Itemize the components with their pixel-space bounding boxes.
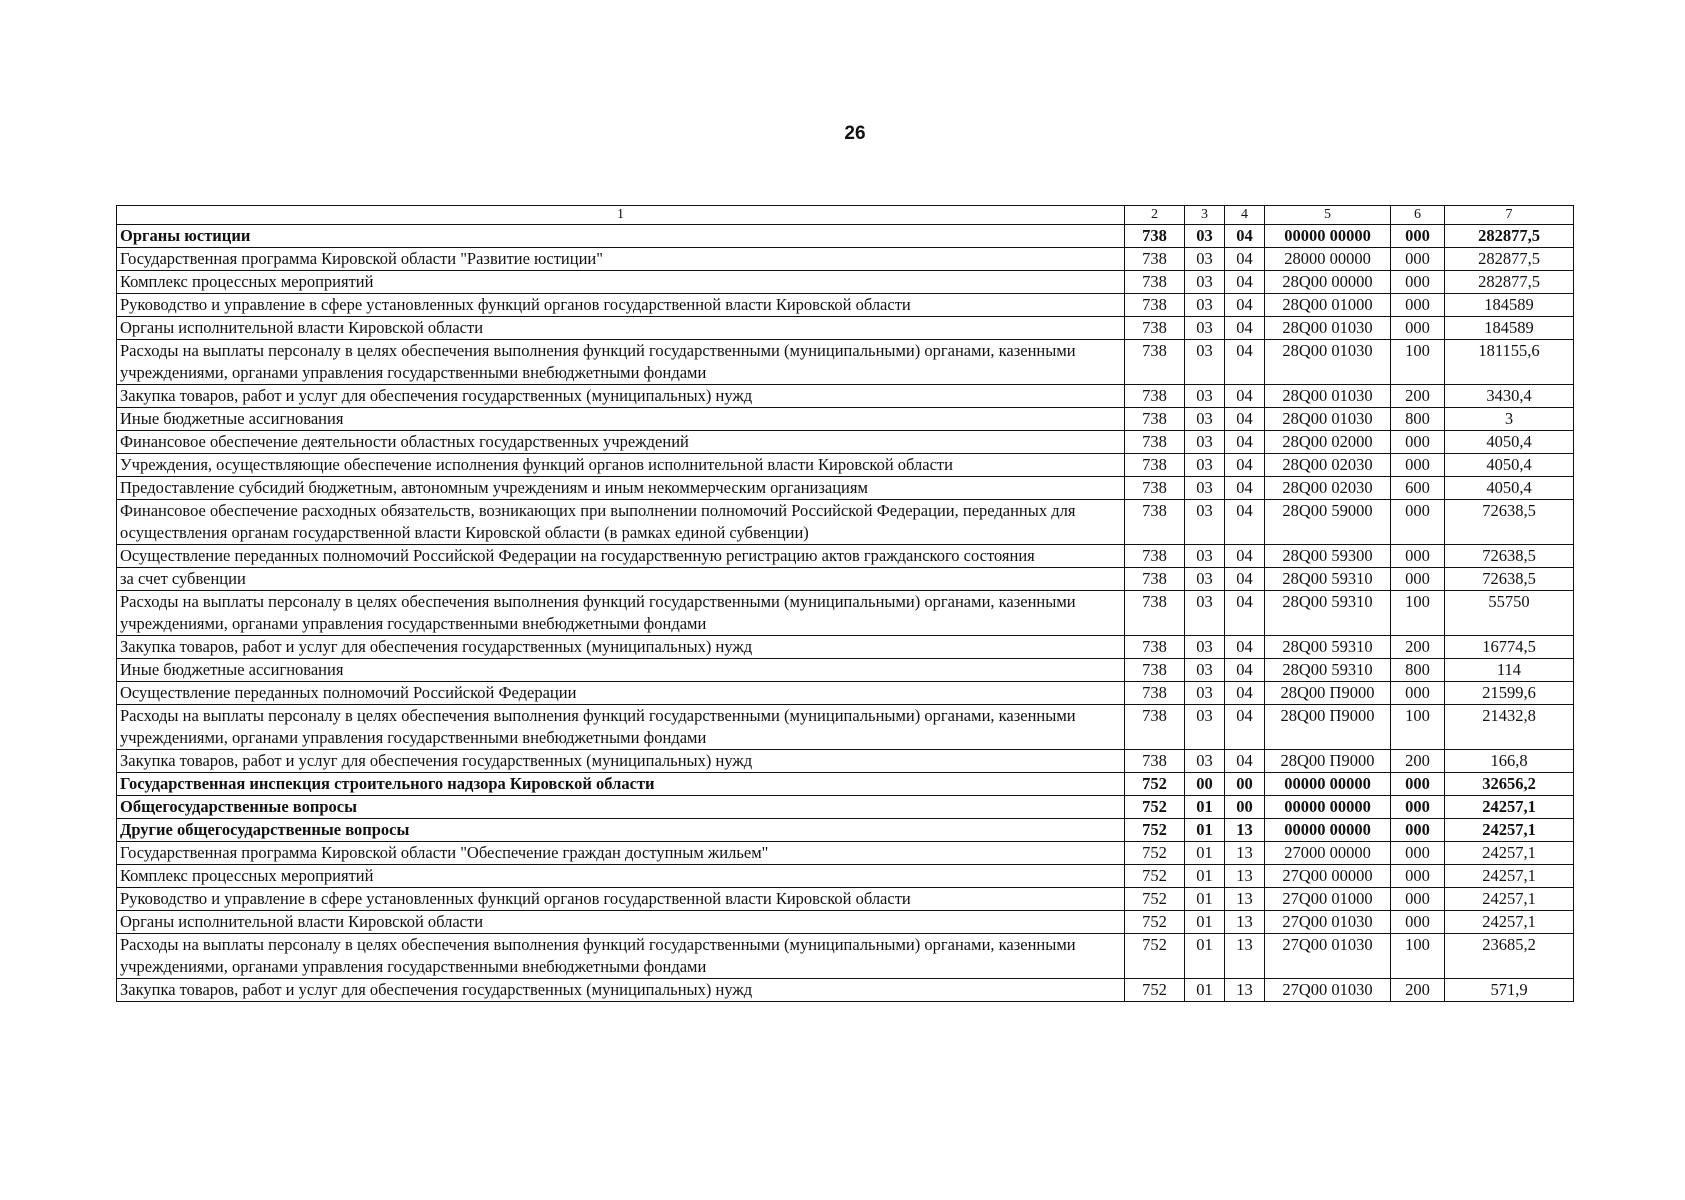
row-subsection: 04 xyxy=(1225,636,1265,659)
row-target: 28Q00 59310 xyxy=(1265,568,1391,591)
row-name: Закупка товаров, работ и услуг для обеспечения государственных (муниципальных) нужд xyxy=(117,750,1125,773)
row-section: 01 xyxy=(1185,979,1225,1002)
row-code: 738 xyxy=(1125,568,1185,591)
row-expense-type: 800 xyxy=(1391,408,1445,431)
row-subsection: 00 xyxy=(1225,796,1265,819)
row-subsection: 13 xyxy=(1225,842,1265,865)
row-amount: 184589 xyxy=(1445,317,1574,340)
row-amount: 166,8 xyxy=(1445,750,1574,773)
table-row xyxy=(117,842,1574,865)
header-cell: 7 xyxy=(1445,206,1574,225)
row-amount: 114 xyxy=(1445,659,1574,682)
table-row xyxy=(117,248,1574,271)
row-section: 03 xyxy=(1185,317,1225,340)
row-amount: 282877,5 xyxy=(1445,248,1574,271)
row-section: 01 xyxy=(1185,911,1225,934)
row-section: 03 xyxy=(1185,545,1225,568)
table-row xyxy=(117,317,1574,340)
row-target: 27Q00 01030 xyxy=(1265,979,1391,1002)
row-section: 01 xyxy=(1185,842,1225,865)
row-amount: 24257,1 xyxy=(1445,865,1574,888)
row-amount: 72638,5 xyxy=(1445,568,1574,591)
row-section: 03 xyxy=(1185,225,1225,248)
row-section: 01 xyxy=(1185,934,1225,979)
row-name: Расходы на выплаты персоналу в целях обеспечения выполнения функций государственными (муниципальными) органами, казенными учреждениями, органами управления государственными внебюджетными фондами xyxy=(117,340,1125,385)
row-target: 28Q00 00000 xyxy=(1265,271,1391,294)
row-expense-type: 000 xyxy=(1391,294,1445,317)
row-name: Руководство и управление в сфере установленных функций органов государственной власти Кировской области xyxy=(117,888,1125,911)
row-subsection: 04 xyxy=(1225,659,1265,682)
row-name: Финансовое обеспечение расходных обязательств, возникающих при выполнении полномочий Российской Федерации, переданных для осуществления органам государственной власти Кировской области (в рамках единой субвенции) xyxy=(117,500,1125,545)
row-code: 738 xyxy=(1125,271,1185,294)
table-row xyxy=(117,819,1574,842)
row-expense-type: 100 xyxy=(1391,340,1445,385)
row-amount: 181155,6 xyxy=(1445,340,1574,385)
table-row xyxy=(117,888,1574,911)
row-subsection: 04 xyxy=(1225,408,1265,431)
row-subsection: 13 xyxy=(1225,934,1265,979)
row-code: 738 xyxy=(1125,636,1185,659)
table-row xyxy=(117,682,1574,705)
header-cell: 3 xyxy=(1185,206,1225,225)
row-subsection: 13 xyxy=(1225,979,1265,1002)
row-section: 03 xyxy=(1185,248,1225,271)
row-name: Государственная программа Кировской области "Обеспечение граждан доступным жильем" xyxy=(117,842,1125,865)
row-expense-type: 100 xyxy=(1391,591,1445,636)
row-code: 738 xyxy=(1125,317,1185,340)
row-expense-type: 000 xyxy=(1391,500,1445,545)
row-subsection: 04 xyxy=(1225,294,1265,317)
row-section: 03 xyxy=(1185,591,1225,636)
row-expense-type: 200 xyxy=(1391,636,1445,659)
row-name: Органы исполнительной власти Кировской области xyxy=(117,911,1125,934)
row-section: 03 xyxy=(1185,705,1225,750)
row-target: 28Q00 П9000 xyxy=(1265,750,1391,773)
row-amount: 21432,8 xyxy=(1445,705,1574,750)
row-section: 01 xyxy=(1185,819,1225,842)
row-target: 28Q00 01030 xyxy=(1265,408,1391,431)
row-code: 738 xyxy=(1125,659,1185,682)
row-section: 03 xyxy=(1185,271,1225,294)
row-name: Предоставление субсидий бюджетным, автономным учреждениям и иным некоммерческим организациям xyxy=(117,477,1125,500)
row-name: Осуществление переданных полномочий Российской Федерации xyxy=(117,682,1125,705)
row-amount: 24257,1 xyxy=(1445,911,1574,934)
row-expense-type: 000 xyxy=(1391,796,1445,819)
row-code: 738 xyxy=(1125,682,1185,705)
row-target: 28Q00 01030 xyxy=(1265,317,1391,340)
row-section: 03 xyxy=(1185,682,1225,705)
table-row xyxy=(117,225,1574,248)
table-row xyxy=(117,294,1574,317)
row-target: 28Q00 02030 xyxy=(1265,454,1391,477)
row-code: 738 xyxy=(1125,340,1185,385)
table-row xyxy=(117,545,1574,568)
row-code: 752 xyxy=(1125,773,1185,796)
row-subsection: 04 xyxy=(1225,340,1265,385)
row-amount: 16774,5 xyxy=(1445,636,1574,659)
row-subsection: 13 xyxy=(1225,865,1265,888)
row-target: 28Q00 П9000 xyxy=(1265,682,1391,705)
row-amount: 4050,4 xyxy=(1445,477,1574,500)
table-row xyxy=(117,340,1574,385)
row-name: Закупка товаров, работ и услуг для обеспечения государственных (муниципальных) нужд xyxy=(117,636,1125,659)
row-code: 752 xyxy=(1125,796,1185,819)
row-amount: 24257,1 xyxy=(1445,819,1574,842)
row-name: Финансовое обеспечение деятельности областных государственных учреждений xyxy=(117,431,1125,454)
row-target: 27000 00000 xyxy=(1265,842,1391,865)
row-name: за счет субвенции xyxy=(117,568,1125,591)
row-amount: 184589 xyxy=(1445,294,1574,317)
row-subsection: 13 xyxy=(1225,819,1265,842)
header-cell: 2 xyxy=(1125,206,1185,225)
table-row xyxy=(117,454,1574,477)
row-expense-type: 000 xyxy=(1391,545,1445,568)
row-name: Закупка товаров, работ и услуг для обеспечения государственных (муниципальных) нужд xyxy=(117,979,1125,1002)
row-name: Иные бюджетные ассигнования xyxy=(117,408,1125,431)
row-code: 752 xyxy=(1125,888,1185,911)
row-code: 738 xyxy=(1125,750,1185,773)
row-name: Государственная программа Кировской области "Развитие юстиции" xyxy=(117,248,1125,271)
row-amount: 72638,5 xyxy=(1445,500,1574,545)
row-section: 03 xyxy=(1185,750,1225,773)
row-amount: 282877,5 xyxy=(1445,225,1574,248)
row-code: 752 xyxy=(1125,819,1185,842)
row-amount: 24257,1 xyxy=(1445,796,1574,819)
row-target: 27Q00 00000 xyxy=(1265,865,1391,888)
row-section: 03 xyxy=(1185,568,1225,591)
row-amount: 55750 xyxy=(1445,591,1574,636)
row-expense-type: 000 xyxy=(1391,911,1445,934)
table-row xyxy=(117,500,1574,545)
row-target: 28Q00 01030 xyxy=(1265,340,1391,385)
table-row xyxy=(117,979,1574,1002)
row-name: Органы юстиции xyxy=(117,225,1125,248)
row-code: 738 xyxy=(1125,705,1185,750)
row-expense-type: 000 xyxy=(1391,682,1445,705)
row-subsection: 04 xyxy=(1225,500,1265,545)
row-section: 03 xyxy=(1185,454,1225,477)
row-subsection: 04 xyxy=(1225,431,1265,454)
row-expense-type: 000 xyxy=(1391,271,1445,294)
row-section: 03 xyxy=(1185,431,1225,454)
table-row xyxy=(117,431,1574,454)
row-expense-type: 000 xyxy=(1391,317,1445,340)
table-row xyxy=(117,568,1574,591)
row-subsection: 04 xyxy=(1225,477,1265,500)
row-expense-type: 000 xyxy=(1391,888,1445,911)
row-target: 00000 00000 xyxy=(1265,819,1391,842)
row-amount: 21599,6 xyxy=(1445,682,1574,705)
row-section: 03 xyxy=(1185,385,1225,408)
row-subsection: 04 xyxy=(1225,225,1265,248)
table-row xyxy=(117,911,1574,934)
row-expense-type: 000 xyxy=(1391,842,1445,865)
row-code: 738 xyxy=(1125,477,1185,500)
header-cell: 6 xyxy=(1391,206,1445,225)
row-expense-type: 100 xyxy=(1391,934,1445,979)
row-amount: 24257,1 xyxy=(1445,842,1574,865)
row-amount: 72638,5 xyxy=(1445,545,1574,568)
table-row xyxy=(117,477,1574,500)
row-name: Расходы на выплаты персоналу в целях обеспечения выполнения функций государственными (муниципальными) органами, казенными учреждениями, органами управления государственными внебюджетными фондами xyxy=(117,591,1125,636)
row-amount: 24257,1 xyxy=(1445,888,1574,911)
row-subsection: 04 xyxy=(1225,705,1265,750)
row-subsection: 13 xyxy=(1225,888,1265,911)
row-code: 752 xyxy=(1125,842,1185,865)
row-amount: 4050,4 xyxy=(1445,431,1574,454)
row-target: 28Q00 01030 xyxy=(1265,385,1391,408)
row-name: Общегосударственные вопросы xyxy=(117,796,1125,819)
row-code: 738 xyxy=(1125,225,1185,248)
row-section: 03 xyxy=(1185,294,1225,317)
row-name: Осуществление переданных полномочий Российской Федерации на государственную регистрацию актов гражданского состояния xyxy=(117,545,1125,568)
row-section: 03 xyxy=(1185,636,1225,659)
row-name: Расходы на выплаты персоналу в целях обеспечения выполнения функций государственными (муниципальными) органами, казенными учреждениями, органами управления государственными внебюджетными фондами xyxy=(117,934,1125,979)
row-code: 738 xyxy=(1125,248,1185,271)
header-cell: 1 xyxy=(117,206,1125,225)
row-subsection: 04 xyxy=(1225,568,1265,591)
row-name: Комплекс процессных мероприятий xyxy=(117,865,1125,888)
table-row xyxy=(117,659,1574,682)
row-target: 28000 00000 xyxy=(1265,248,1391,271)
row-target: 00000 00000 xyxy=(1265,796,1391,819)
row-target: 28Q00 59300 xyxy=(1265,545,1391,568)
row-code: 738 xyxy=(1125,431,1185,454)
table-row xyxy=(117,796,1574,819)
row-section: 03 xyxy=(1185,659,1225,682)
row-code: 738 xyxy=(1125,545,1185,568)
row-name: Иные бюджетные ассигнования xyxy=(117,659,1125,682)
row-section: 03 xyxy=(1185,408,1225,431)
table-row xyxy=(117,934,1574,979)
row-subsection: 04 xyxy=(1225,591,1265,636)
row-subsection: 13 xyxy=(1225,911,1265,934)
row-code: 738 xyxy=(1125,454,1185,477)
row-code: 752 xyxy=(1125,865,1185,888)
row-subsection: 04 xyxy=(1225,271,1265,294)
row-amount: 32656,2 xyxy=(1445,773,1574,796)
row-amount: 3 xyxy=(1445,408,1574,431)
row-code: 752 xyxy=(1125,979,1185,1002)
row-target: 28Q00 59310 xyxy=(1265,636,1391,659)
table-row xyxy=(117,750,1574,773)
row-section: 01 xyxy=(1185,865,1225,888)
row-code: 738 xyxy=(1125,294,1185,317)
row-name: Другие общегосударственные вопросы xyxy=(117,819,1125,842)
row-expense-type: 800 xyxy=(1391,659,1445,682)
row-target: 28Q00 59310 xyxy=(1265,659,1391,682)
row-name: Учреждения, осуществляющие обеспечение исполнения функций органов исполнительной власти Кировской области xyxy=(117,454,1125,477)
row-section: 03 xyxy=(1185,500,1225,545)
row-section: 03 xyxy=(1185,477,1225,500)
row-name: Руководство и управление в сфере установленных функций органов государственной власти Кировской области xyxy=(117,294,1125,317)
row-target: 28Q00 02030 xyxy=(1265,477,1391,500)
row-amount: 282877,5 xyxy=(1445,271,1574,294)
row-expense-type: 000 xyxy=(1391,819,1445,842)
row-code: 738 xyxy=(1125,500,1185,545)
row-section: 03 xyxy=(1185,340,1225,385)
row-expense-type: 100 xyxy=(1391,705,1445,750)
row-amount: 3430,4 xyxy=(1445,385,1574,408)
page-number: 26 xyxy=(844,123,866,144)
row-target: 28Q00 01000 xyxy=(1265,294,1391,317)
row-name: Комплекс процессных мероприятий xyxy=(117,271,1125,294)
header-cell: 4 xyxy=(1225,206,1265,225)
row-expense-type: 200 xyxy=(1391,979,1445,1002)
row-name: Закупка товаров, работ и услуг для обеспечения государственных (муниципальных) нужд xyxy=(117,385,1125,408)
row-code: 752 xyxy=(1125,911,1185,934)
row-subsection: 00 xyxy=(1225,773,1265,796)
row-target: 28Q00 59310 xyxy=(1265,591,1391,636)
budget-table xyxy=(116,205,1574,1002)
row-subsection: 04 xyxy=(1225,682,1265,705)
table-row xyxy=(117,773,1574,796)
row-section: 01 xyxy=(1185,796,1225,819)
row-code: 738 xyxy=(1125,591,1185,636)
table-row xyxy=(117,865,1574,888)
row-target: 00000 00000 xyxy=(1265,225,1391,248)
row-amount: 23685,2 xyxy=(1445,934,1574,979)
row-section: 01 xyxy=(1185,888,1225,911)
row-code: 752 xyxy=(1125,934,1185,979)
row-target: 28Q00 59000 xyxy=(1265,500,1391,545)
table-header-row xyxy=(117,206,1574,225)
row-target: 28Q00 П9000 xyxy=(1265,705,1391,750)
table-row xyxy=(117,636,1574,659)
row-subsection: 04 xyxy=(1225,545,1265,568)
table-row xyxy=(117,408,1574,431)
table-row xyxy=(117,591,1574,636)
table-row xyxy=(117,385,1574,408)
row-expense-type: 000 xyxy=(1391,431,1445,454)
row-subsection: 04 xyxy=(1225,750,1265,773)
row-expense-type: 000 xyxy=(1391,568,1445,591)
row-expense-type: 600 xyxy=(1391,477,1445,500)
row-code: 738 xyxy=(1125,385,1185,408)
row-expense-type: 000 xyxy=(1391,865,1445,888)
row-amount: 4050,4 xyxy=(1445,454,1574,477)
row-name: Органы исполнительной власти Кировской области xyxy=(117,317,1125,340)
table-row xyxy=(117,705,1574,750)
row-name: Государственная инспекция строительного надзора Кировской области xyxy=(117,773,1125,796)
row-expense-type: 000 xyxy=(1391,248,1445,271)
row-code: 738 xyxy=(1125,408,1185,431)
table-row xyxy=(117,271,1574,294)
header-cell: 5 xyxy=(1265,206,1391,225)
row-subsection: 04 xyxy=(1225,454,1265,477)
row-section: 00 xyxy=(1185,773,1225,796)
row-expense-type: 000 xyxy=(1391,225,1445,248)
row-subsection: 04 xyxy=(1225,317,1265,340)
row-name: Расходы на выплаты персоналу в целях обеспечения выполнения функций государственными (муниципальными) органами, казенными учреждениями, органами управления государственными внебюджетными фондами xyxy=(117,705,1125,750)
row-target: 27Q00 01030 xyxy=(1265,934,1391,979)
row-target: 27Q00 01000 xyxy=(1265,888,1391,911)
row-expense-type: 200 xyxy=(1391,385,1445,408)
row-expense-type: 000 xyxy=(1391,454,1445,477)
row-expense-type: 000 xyxy=(1391,773,1445,796)
row-target: 27Q00 01030 xyxy=(1265,911,1391,934)
row-target: 28Q00 02000 xyxy=(1265,431,1391,454)
row-subsection: 04 xyxy=(1225,248,1265,271)
row-subsection: 04 xyxy=(1225,385,1265,408)
row-expense-type: 200 xyxy=(1391,750,1445,773)
row-target: 00000 00000 xyxy=(1265,773,1391,796)
row-amount: 571,9 xyxy=(1445,979,1574,1002)
